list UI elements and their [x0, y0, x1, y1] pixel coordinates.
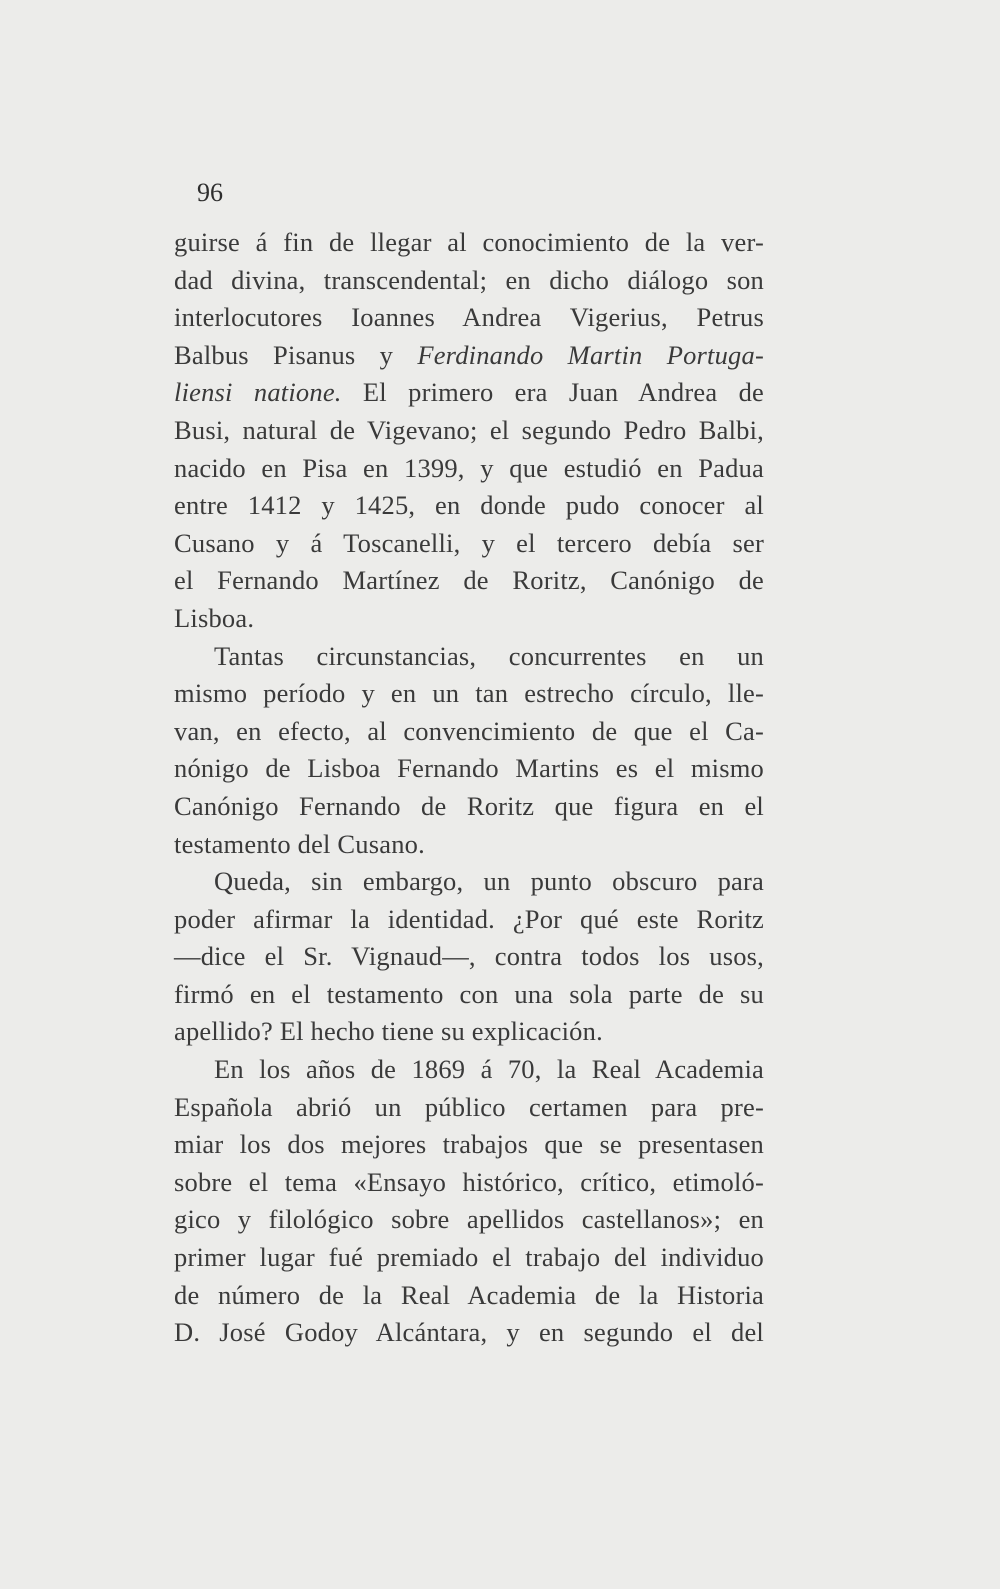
text-line	[174, 863, 764, 901]
text-segment: primer lugar fué premiado el trabajo del individuo	[174, 1242, 764, 1273]
text-segment: van, en efecto, al convencimiento de que el Ca-	[174, 715, 764, 746]
text-line	[174, 1314, 764, 1352]
text-line	[174, 976, 764, 1014]
text-line	[174, 374, 764, 412]
text-segment: guirse á fin de llegar al conocimiento de la ver-	[174, 227, 764, 257]
text-line	[174, 1277, 764, 1315]
text-line	[174, 299, 764, 337]
text-segment: de número de la Real Academia de la Historia	[174, 1279, 764, 1310]
text-line	[174, 412, 764, 450]
text-line	[174, 1239, 764, 1277]
text-line	[174, 337, 764, 375]
text-segment: gico y filológico sobre apellidos castellanos»; en	[174, 1204, 764, 1235]
text-segment: Española abrió un público certamen para pre-	[174, 1091, 764, 1122]
text-segment: interlocutores Ioannes Andrea Vigerius, Petrus	[174, 302, 764, 333]
text-segment: firmó en el testamento con una sola parte de su	[174, 978, 764, 1009]
text-segment: Cusano y á Toscanelli, y el tercero debía ser	[174, 527, 764, 558]
text-line	[174, 525, 764, 563]
text-segment: miar los dos mejores trabajos que se presentasen	[174, 1129, 764, 1160]
text-segment: nónigo de Lisboa Fernando Martins es el mismo	[174, 753, 764, 784]
text-segment: —dice el Sr. Vignaud—, contra todos los usos,	[174, 941, 764, 972]
text-segment: Queda, sin embargo, un punto obscuro para	[214, 866, 764, 897]
page-number: 96	[197, 178, 223, 207]
text-line	[174, 826, 764, 864]
text-line	[174, 713, 764, 751]
text-segment: Busi, natural de Vigevano; el segundo Pedro Balbi,	[174, 414, 764, 445]
text-line	[174, 1013, 764, 1051]
text-line	[174, 675, 764, 713]
text-line	[174, 600, 764, 638]
text-segment: testamento del Cusano.	[174, 828, 425, 859]
body-text	[174, 224, 764, 1352]
text-segment: D. José Godoy Alcántara, y en segundo el del	[174, 1317, 764, 1348]
text-segment: Tantas circunstancias, concurrentes en un	[214, 640, 764, 671]
text-line	[174, 901, 764, 939]
text-segment: el Fernando Martínez de Roritz, Canónigo de	[174, 565, 764, 596]
text-segment: Balbus Pisanus y	[174, 339, 418, 370]
text-segment: sobre el tema «Ensayo histórico, crítico, etimoló-	[174, 1166, 764, 1197]
text-segment: poder afirmar la identidad. ¿Por qué este Roritz	[174, 903, 764, 934]
text-line	[174, 562, 764, 600]
text-segment: Lisboa.	[174, 602, 255, 633]
text-segment: Canónigo Fernando de Roritz que figura en el	[174, 790, 764, 821]
italic-text-segment: Ferdinando Martin Portuga-	[417, 339, 764, 370]
text-line	[174, 788, 764, 826]
text-segment: En los años de 1869 á 70, la Real Academia	[214, 1054, 764, 1085]
text-line	[174, 224, 764, 262]
text-line	[174, 638, 764, 676]
text-line	[174, 487, 764, 525]
text-line	[174, 750, 764, 788]
text-line	[174, 1201, 764, 1239]
text-line	[174, 450, 764, 488]
text-line	[174, 1089, 764, 1127]
text-segment: nacido en Pisa en 1399, y que estudió en Padua	[174, 452, 764, 483]
text-segment: mismo período y en un tan estrecho círculo, lle-	[174, 678, 764, 709]
text-line	[174, 938, 764, 976]
text-segment: dad divina, transcendental; en dicho diálogo son	[174, 264, 764, 295]
text-segment: El primero era Juan Andrea de	[341, 377, 764, 408]
text-line	[174, 262, 764, 300]
text-line	[174, 1126, 764, 1164]
italic-text-segment: liensi natione.	[174, 377, 342, 408]
text-line	[174, 1164, 764, 1202]
text-line	[174, 1051, 764, 1089]
text-segment: entre 1412 y 1425, en donde pudo conocer al	[174, 490, 764, 521]
text-segment: apellido? El hecho tiene su explicación.	[174, 1016, 603, 1047]
